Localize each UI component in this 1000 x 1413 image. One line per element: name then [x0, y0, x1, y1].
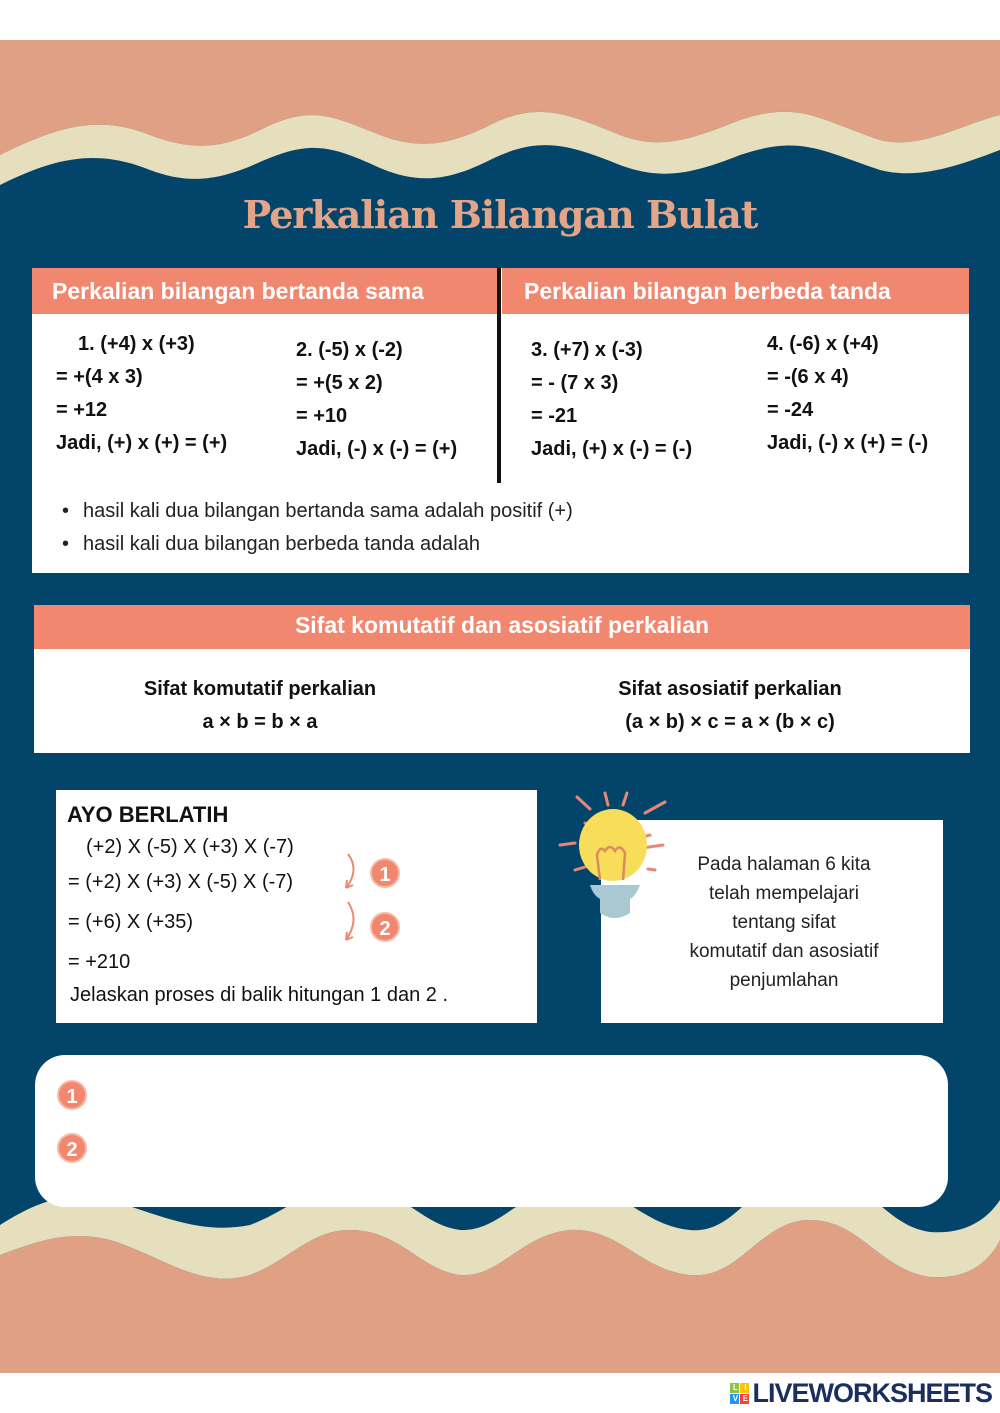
- practice-title: AYO BERLATIH: [67, 802, 229, 827]
- lightbulb-icon: [555, 785, 675, 925]
- step-2-badge: 2: [370, 912, 400, 942]
- page-title: Perkalian Bilangan Bulat: [242, 192, 758, 237]
- example-3: 3. (+7) x (-3) = - (7 x 3) = -21 Jadi, (+) x (-) = (-): [531, 339, 693, 460]
- answer-1-badge: 1: [57, 1080, 87, 1110]
- example-4: 4. (-6) x (+4) = -(6 x 4) = -24 Jadi, (-) x (+) = (-): [767, 333, 929, 454]
- brand-name: LIVEWORKSHEETS: [752, 1378, 992, 1408]
- answer-2-badge: 2: [57, 1133, 87, 1163]
- tip-text: Pada halaman 6 kita telah mempelajari tentang sifat komutatif dan asosiatif penjumlahan: [689, 854, 879, 991]
- answer-2-input[interactable]: [100, 1131, 920, 1165]
- logo-mark-icon: L I V E: [730, 1383, 749, 1404]
- properties-header: Sifat komutatif dan asosiatif perkalian: [34, 605, 970, 649]
- step-arrows: [338, 852, 368, 947]
- example-1: 1. (+4) x (+3) = +(4 x 3) = +12 Jadi, (+) x (+) = (+): [56, 333, 228, 454]
- same-sign-header: Perkalian bilangan bertanda sama: [32, 268, 499, 314]
- column-divider: [497, 268, 501, 483]
- answer-1-input[interactable]: [100, 1078, 920, 1112]
- asosiatif-block: Sifat asosiatif perkalian (a × b) × c = a × (b × c): [618, 678, 842, 733]
- practice-steps: (+2) X (-5) X (+3) X (-7) = (+2) X (+3) X (-5) X (-7) = (+6) X (+35) = +210: [68, 836, 294, 973]
- different-sign-header: Perkalian bilangan berbeda tanda: [502, 268, 969, 314]
- liveworksheets-logo: [730, 1378, 992, 1409]
- rules-bullets: • hasil kali dua bilangan bertanda sama adalah positif (+) • hasil kali dua bilangan berbeda tanda adalah: [62, 495, 573, 561]
- example-2: 2. (-5) x (-2) = +(5 x 2) = +10 Jadi, (-) x (-) = (+): [296, 339, 458, 460]
- step-1-badge: 1: [370, 858, 400, 888]
- komutatif-block: Sifat komutatif perkalian a × b = b × a: [143, 678, 377, 733]
- practice-instruction: Jelaskan proses di balik hitungan 1 dan 2 .: [70, 984, 449, 1006]
